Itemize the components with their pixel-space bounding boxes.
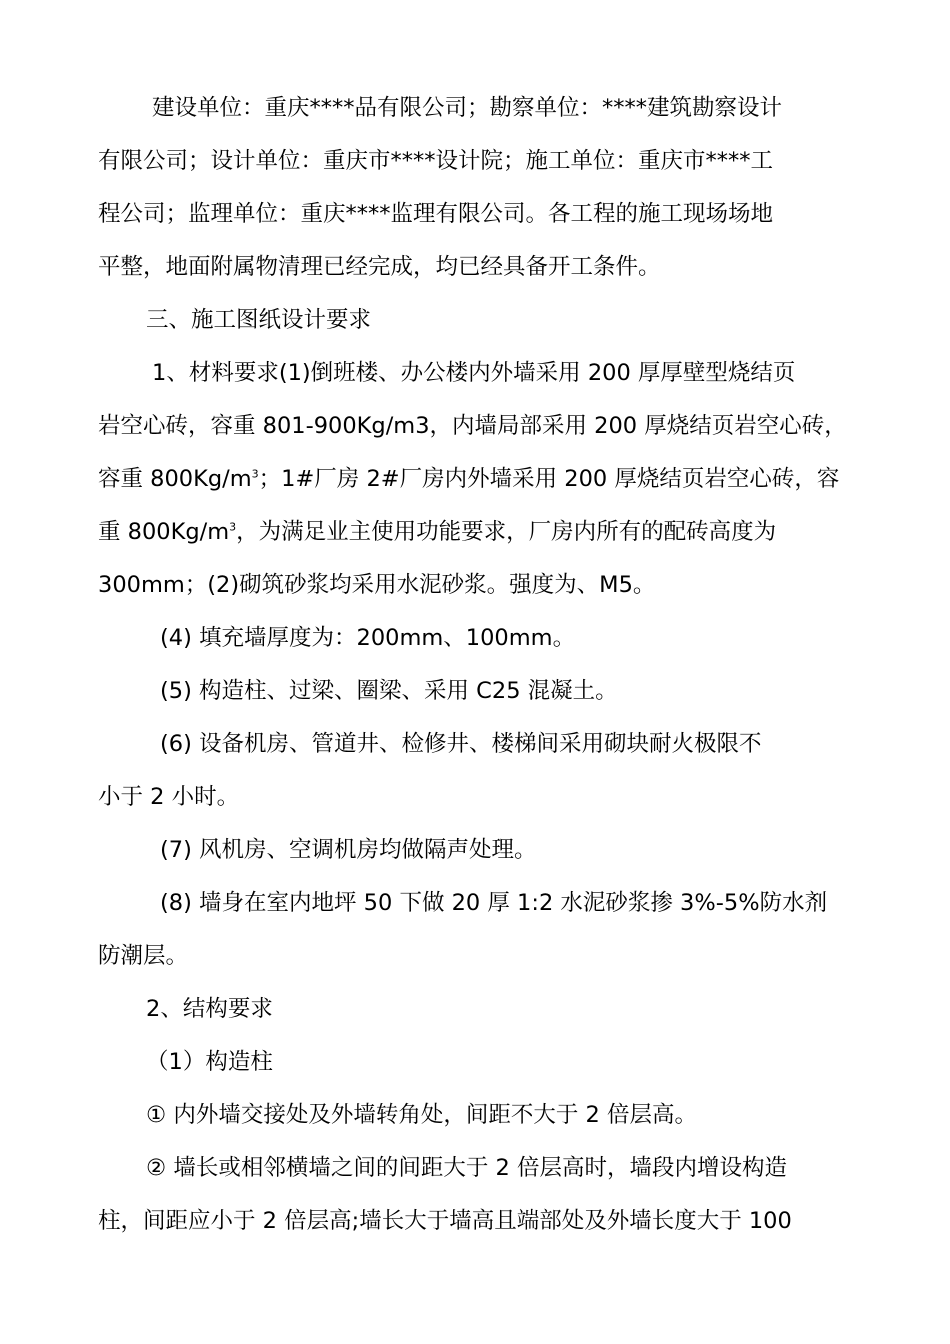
text-run: 岩空心砖，容重 801-900Kg/m3，内墙局部采用 200 厚烧结页岩空心砖，	[98, 413, 847, 439]
item-8-continued	[98, 941, 188, 971]
item-7	[160, 835, 537, 865]
superscript-3: 3	[251, 467, 259, 481]
text-run: (7) 风机房、空调机房均做隔声处理。	[160, 837, 537, 863]
paragraph-line-6	[98, 411, 847, 441]
circled-item-2-continued	[98, 1206, 792, 1236]
heading-text: 三、施工图纸设计要求	[146, 307, 372, 333]
text-run: 平整，地面附属物清理已经完成，均已经具备开工条件。	[98, 254, 661, 280]
item-8	[160, 888, 827, 918]
subsection-heading	[146, 994, 273, 1024]
text-run: 重 800Kg/m	[98, 519, 230, 545]
text-run: (5) 构造柱、过梁、圈梁、采用 C25 混凝土。	[160, 678, 618, 704]
text-run: ② 墙长或相邻横墙之间的间距大于 2 倍层高时，墙段内增设构造	[146, 1155, 787, 1181]
text-run: 容重 800Kg/m	[98, 466, 252, 492]
text-run: (4) 填充墙厚度为：200mm、100mm。	[160, 625, 576, 651]
text-run: ① 内外墙交接处及外墙转角处，间距不大于 2 倍层高。	[146, 1102, 697, 1128]
paragraph-line-1	[152, 93, 782, 123]
text-run: 300mm；(2)砌筑砂浆均采用水泥砂浆。强度为、M5。	[98, 572, 656, 598]
text-run: 柱，间距应小于 2 倍层高;墙长大于墙高且端部处及外墙长度大于 100	[98, 1208, 792, 1234]
text-run: 小于 2 小时。	[98, 784, 240, 810]
paragraph-line-8	[98, 517, 776, 547]
item-6	[160, 729, 762, 759]
text-run: (6) 设备机房、管道井、检修井、楼梯间采用砌块耐火极限不	[160, 731, 762, 757]
sub-item-heading	[146, 1047, 273, 1077]
heading-text: （1）构造柱	[146, 1049, 273, 1075]
text-run: 建设单位：重庆****品有限公司；勘察单位：****建筑勘察设计	[152, 95, 783, 121]
text-run: 有限公司；设计单位：重庆市****设计院；施工单位：重庆市****工	[98, 148, 774, 174]
paragraph-line-7	[98, 464, 839, 494]
heading-text: 2、结构要求	[146, 996, 273, 1022]
item-4	[160, 623, 575, 653]
section-heading	[146, 305, 371, 335]
paragraph-line-3	[98, 199, 773, 229]
circled-item-1	[146, 1100, 697, 1130]
paragraph-line-9	[98, 570, 655, 600]
paragraph-line-4	[98, 252, 661, 282]
text-run: 1、材料要求(1)倒班楼、办公楼内外墙采用 200 厚厚壁型烧结页	[152, 360, 796, 386]
text-run: ，为满足业主使用功能要求，厂房内所有的配砖高度为	[236, 519, 777, 545]
text-run: 程公司；监理单位：重庆****监理有限公司。各工程的施工现场场地	[98, 201, 774, 227]
paragraph-line-2	[98, 146, 773, 176]
paragraph-line-5	[152, 358, 795, 388]
text-run: ；1#厂房 2#厂房内外墙采用 200 厚烧结页岩空心砖，容	[258, 466, 840, 492]
item-5	[160, 676, 618, 706]
superscript-3: 3	[229, 520, 237, 534]
item-6-continued	[98, 782, 239, 812]
text-run: 防潮层。	[98, 943, 189, 969]
circled-item-2	[146, 1153, 787, 1183]
text-run: (8) 墙身在室内地坪 50 下做 20 厚 1:2 水泥砂浆掺 3%-5%防水剂	[160, 890, 828, 916]
